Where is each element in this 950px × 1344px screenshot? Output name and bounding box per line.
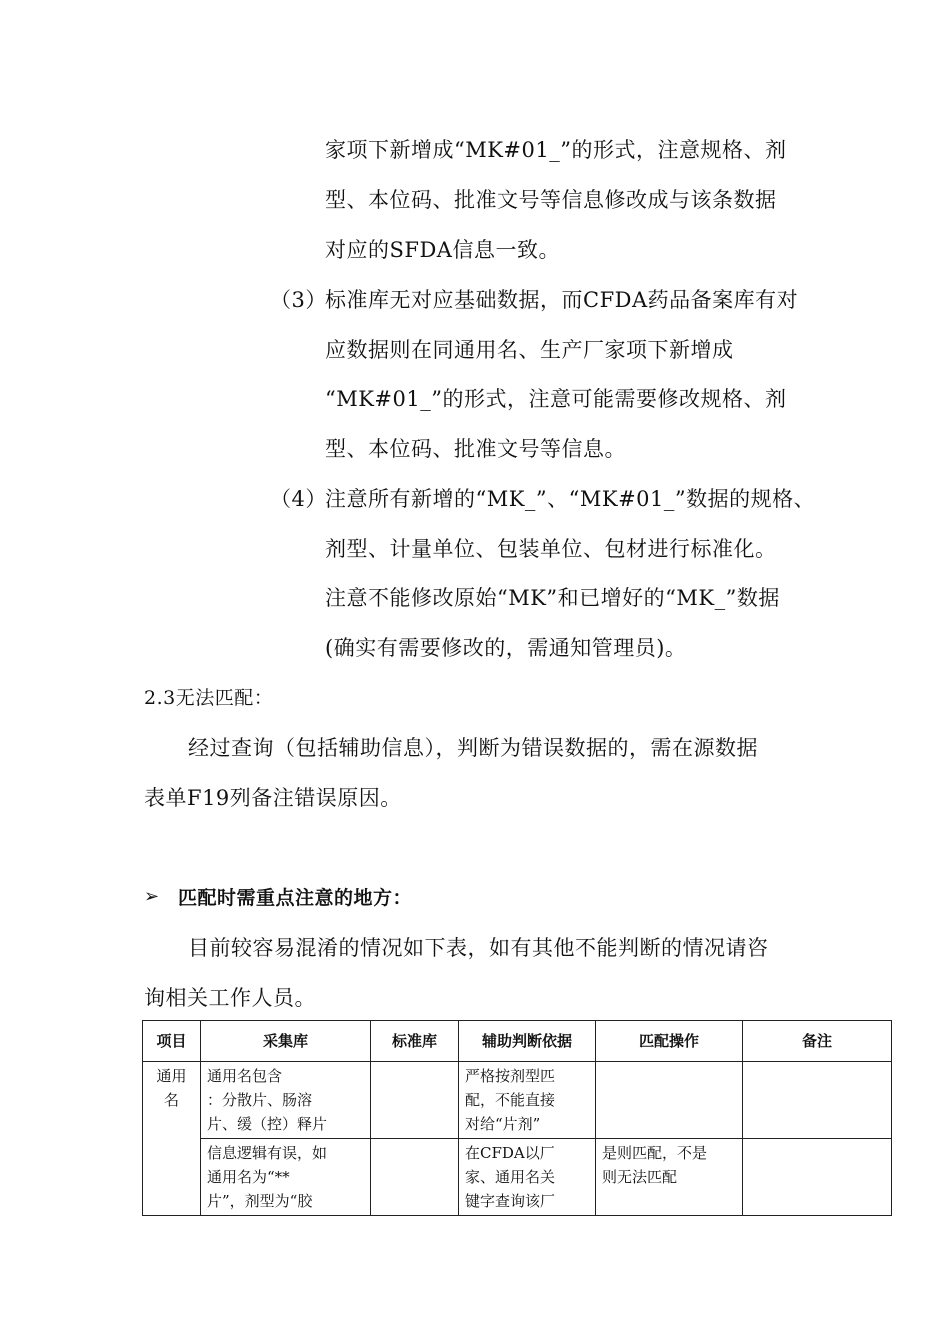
table-cell: 通用名包含 ：分散片、肠溶 片、缓（控）释片 — [201, 1062, 371, 1139]
list-item-text: “MK#01_”的形式，注意可能需要修改规格、剂 — [325, 387, 787, 411]
list-item-number: （3） — [270, 288, 327, 312]
paragraph-line: 目前较容易混淆的情况如下表，如有其他不能判断的情况请咨 — [188, 936, 769, 960]
paragraph-line: 经过查询（包括辅助信息），判断为错误数据的，需在源数据 — [188, 736, 758, 760]
list-item-text: 家项下新增成“MK#01_”的形式，注意规格、剂 — [325, 138, 787, 162]
list-item-text: 对应的SFDA信息一致。 — [325, 238, 560, 262]
list-item-text: 型、本位码、批准文号等信息修改成与该条数据 — [325, 188, 777, 212]
list-item-text: 注意所有新增的“MK_”、“MK#01_”数据的规格、 — [325, 487, 816, 511]
paragraph-line: 询相关工作人员。 — [144, 986, 316, 1010]
confusion-table — [142, 1020, 892, 1216]
list-item-text: 注意不能修改原始“MK”和已增好的“MK_”数据 — [325, 586, 780, 610]
section-title: 2.3无法匹配： — [144, 687, 274, 709]
column-header: 辅助判断依据 — [459, 1021, 596, 1062]
list-item-text: (确实有需要修改的，需通知管理员)。 — [325, 636, 687, 660]
list-item-text: 标准库无对应基础数据，而CFDA药品备案库有对 — [325, 288, 799, 312]
table-cell: 通用 名 — [143, 1062, 201, 1216]
column-header: 项目 — [143, 1021, 201, 1062]
table-row — [143, 1139, 892, 1216]
list-item-text: 型、本位码、批准文号等信息。 — [325, 437, 626, 461]
column-header: 标准库 — [371, 1021, 459, 1062]
list-item-text: 应数据则在同通用名、生产厂家项下新增成 — [325, 338, 734, 362]
table-cell — [743, 1139, 892, 1216]
paragraph-line: 表单F19列备注错误原因。 — [144, 786, 402, 810]
table-cell: 严格按剂型匹 配，不能直接 对给“片剂” — [459, 1062, 596, 1139]
bullet-arrow-icon: ➢ — [144, 886, 160, 907]
table-cell — [596, 1062, 743, 1139]
section-heading: 匹配时需重点注意的地方： — [178, 887, 413, 909]
column-header: 匹配操作 — [596, 1021, 743, 1062]
list-item-text: 剂型、计量单位、包装单位、包材进行标准化。 — [325, 537, 777, 561]
table-row — [143, 1062, 892, 1139]
table-cell: 信息逻辑有误，如 通用名为“** 片”，剂型为“胶 — [201, 1139, 371, 1216]
table-cell — [743, 1062, 892, 1139]
table-cell — [371, 1139, 459, 1216]
table-cell — [371, 1062, 459, 1139]
table-cell: 是则匹配，不是 则无法匹配 — [596, 1139, 743, 1216]
list-item-number: （4） — [270, 487, 327, 511]
column-header: 采集库 — [201, 1021, 371, 1062]
table-header-row — [143, 1021, 892, 1062]
table-cell: 在CFDA以厂 家、通用名关 键字查询该厂 — [459, 1139, 596, 1216]
column-header: 备注 — [743, 1021, 892, 1062]
